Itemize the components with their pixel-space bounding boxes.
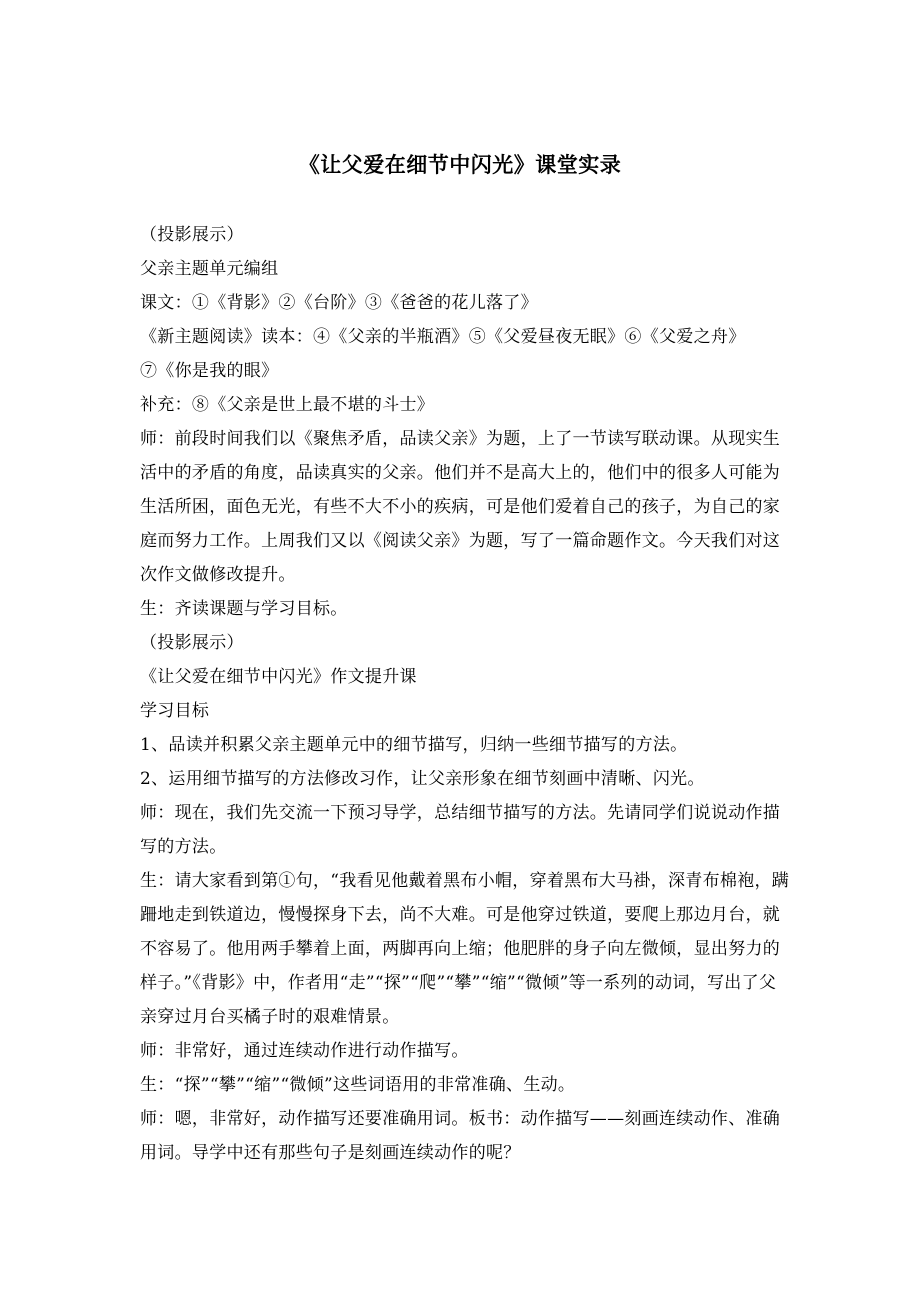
paragraph: 师：嗯，非常好，动作描写还要准确用词。板书：动作描写——刻画连续动作、准确用词。导学中还有那些句子是刻画连续动作的呢？ xyxy=(140,1109,781,1163)
paragraph: （投影展示） xyxy=(140,225,244,245)
paragraph: 生：齐读课题与学习目标。 xyxy=(140,599,348,619)
paragraph: 课文：①《背影》②《台阶》③《爸爸的花儿落了》 xyxy=(140,293,538,313)
paragraph: 2、运用细节描写的方法修改习作，让父亲形象在细节刻画中清晰、闪光。 xyxy=(140,769,705,789)
document-title: 《让父爱在细节中闪光》课堂实录 xyxy=(298,152,622,177)
paragraph: 生：请大家看到第①句，“我看见他戴着黑布小帽，穿着黑布大马褂，深青布棉袍，蹒跚地走到铁道边，慢慢探身下去，尚不大难。可是他穿过铁道，要爬上那边月台，就不容易了。他用两手攀着上面，两脚再向上缩；他肥胖的身子向左微倾，显出努力的样子。”《背影》中，作者用“走”“探”“爬”“攀”“缩”“微倾”等一系列的动词，写出了父亲穿过月台买橘子时的艰难情景。 xyxy=(140,871,790,1027)
paragraph: 《新主题阅读》读本：④《父亲的半瓶酒》⑤《父爱昼夜无眠》⑥《父爱之舟》 xyxy=(140,327,746,347)
paragraph: 补充：⑧《父亲是世上最不堪的斗士》 xyxy=(140,395,435,415)
paragraph: 师：前段时间我们以《聚焦矛盾，品读父亲》为题，上了一节读写联动课。从现实生活中的矛盾的角度，品读真实的父亲。他们并不是高大上的，他们中的很多人可能为生活所困，面色无光，有些不大不小的疾病，可是他们爱着自己的孩子，为自己的家庭而努力工作。上周我们又以《阅读父亲》为题，写了一篇命题作文。今天我们对这次作文做修改提升。 xyxy=(140,429,781,585)
paragraph: ⑦《你是我的眼》 xyxy=(140,361,279,381)
paragraph: 父亲主题单元编组 xyxy=(140,259,279,279)
paragraph: 1、品读并积累父亲主题单元中的细节描写，归纳一些细节描写的方法。 xyxy=(140,735,688,755)
document-body xyxy=(140,218,790,1170)
paragraph: 师：现在，我们先交流一下预习导学，总结细节描写的方法。先请同学们说说动作描写的方法。 xyxy=(140,803,781,857)
paragraph: （投影展示） xyxy=(140,633,244,653)
paragraph: 师：非常好，通过连续动作进行动作描写。 xyxy=(140,1041,469,1061)
paragraph: 《让父爱在细节中闪光》作文提升课 xyxy=(140,667,417,687)
paragraph: 生：“探”“攀”“缩”“微倾”这些词语用的非常准确、生动。 xyxy=(140,1075,576,1095)
paragraph: 学习目标 xyxy=(140,701,210,721)
